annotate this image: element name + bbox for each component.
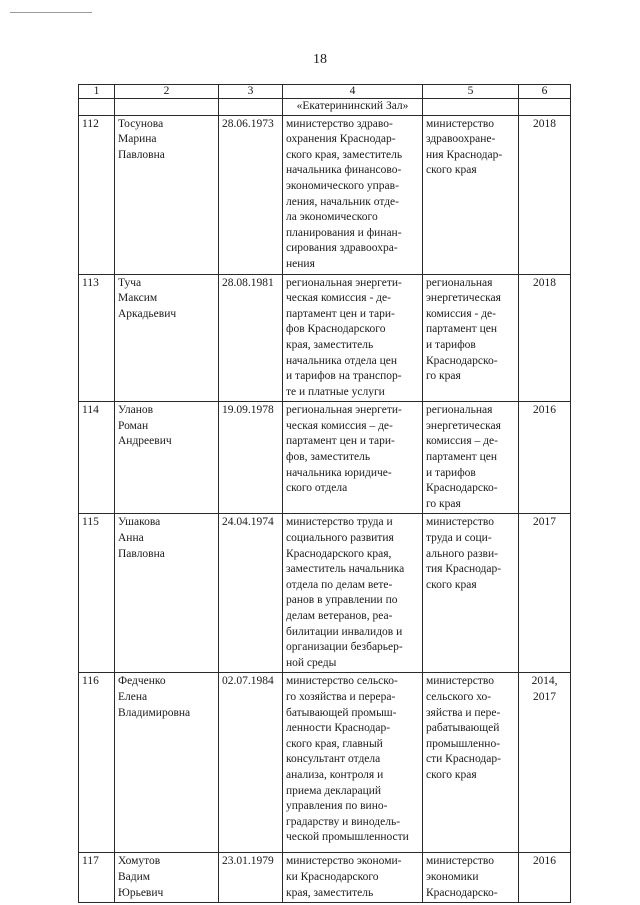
table-row xyxy=(79,274,571,402)
person-name: Ушакова Анна Павловна xyxy=(115,514,219,673)
row-number: 112 xyxy=(79,115,115,274)
continued-row xyxy=(79,99,571,116)
year-text: 2016 xyxy=(519,853,571,903)
column-header: 5 xyxy=(423,85,519,99)
row-number: 116 xyxy=(79,673,115,853)
birth-date: 19.09.1978 xyxy=(219,402,283,514)
organization-text: региональная энергетическая комиссия - де- партамент цен и тарифов Краснодарско- го края xyxy=(423,274,519,402)
continued-text: «Екатерининский Зал» xyxy=(283,99,423,116)
organization-text: министерство здравоохране- ния Краснодар- ского края xyxy=(423,115,519,274)
registry-table xyxy=(78,84,571,903)
position-text: министерство здраво- охранения Краснодар- ского края, заместитель начальника финансово- экономического управ- ления, начальник отде- ла экономического планирования и финан- сирования здравоохра- нения xyxy=(283,115,423,274)
column-header: 3 xyxy=(219,85,283,99)
row-number: 114 xyxy=(79,402,115,514)
birth-date: 28.06.1973 xyxy=(219,115,283,274)
table-row xyxy=(79,514,571,673)
page-number: 18 xyxy=(313,52,327,67)
position-text: министерство экономи- ки Краснодарского края, заместитель xyxy=(283,853,423,903)
person-name: Тосунова Марина Павловна xyxy=(115,115,219,274)
birth-date: 23.01.1979 xyxy=(219,853,283,903)
birth-date: 24.04.1974 xyxy=(219,514,283,673)
year-text: 2018 xyxy=(519,274,571,402)
birth-date: 28.08.1981 xyxy=(219,274,283,402)
column-header: 1 xyxy=(79,85,115,99)
corner-line xyxy=(10,12,92,13)
year-text: 2017 xyxy=(519,514,571,673)
year-text: 2016 xyxy=(519,402,571,514)
row-number: 117 xyxy=(79,853,115,903)
organization-text: министерство экономики Краснодарско- xyxy=(423,853,519,903)
column-header: 4 xyxy=(283,85,423,99)
person-name: Уланов Роман Андреевич xyxy=(115,402,219,514)
year-text: 2018 xyxy=(519,115,571,274)
person-name: Хомутов Вадим Юрьевич xyxy=(115,853,219,903)
row-number: 113 xyxy=(79,274,115,402)
table-row xyxy=(79,853,571,903)
person-name: Туча Максим Аркадьевич xyxy=(115,274,219,402)
position-text: региональная энергети- ческая комиссия - де- партамент цен и тари- фов Краснодарского края, заместитель начальника отдела цен и тарифов на транспор- те и платные услуги xyxy=(283,274,423,402)
column-number-row xyxy=(79,85,571,99)
birth-date: 02.07.1984 xyxy=(219,673,283,853)
organization-text: министерство сельского хо- зяйства и пере- рабатывающей промышленно- сти Краснодар- ского края xyxy=(423,673,519,853)
column-header: 2 xyxy=(115,85,219,99)
table-row xyxy=(79,673,571,853)
position-text: региональная энергети- ческая комиссия – де- партамент цен и тари- фов, заместитель начальника юридиче- ского отдела xyxy=(283,402,423,514)
row-number: 115 xyxy=(79,514,115,673)
position-text: министерство труда и социального развития Краснодарского края, заместитель начальника отдела по делам вете- ранов в управлении по делам ветеранов, реа- билитации инвалидов и организации безбарьер- ной среды xyxy=(283,514,423,673)
year-text: 2014, 2017 xyxy=(519,673,571,853)
column-header: 6 xyxy=(519,85,571,99)
table-row xyxy=(79,402,571,514)
organization-text: министерство труда и соци- ального разви- тия Краснодар- ского края xyxy=(423,514,519,673)
organization-text: региональная энергетическая комиссия – де- партамент цен и тарифов Краснодарско- го края xyxy=(423,402,519,514)
person-name: Федченко Елена Владимировна xyxy=(115,673,219,853)
position-text: министерство сельско- го хозяйства и перера- батывающей промыш- ленности Краснодар- ского края, главный консультант отдела анализа, контроля и приема деклараций управления по вино- градарству и винодель- ческой промышленности xyxy=(283,673,423,853)
table-row xyxy=(79,115,571,274)
